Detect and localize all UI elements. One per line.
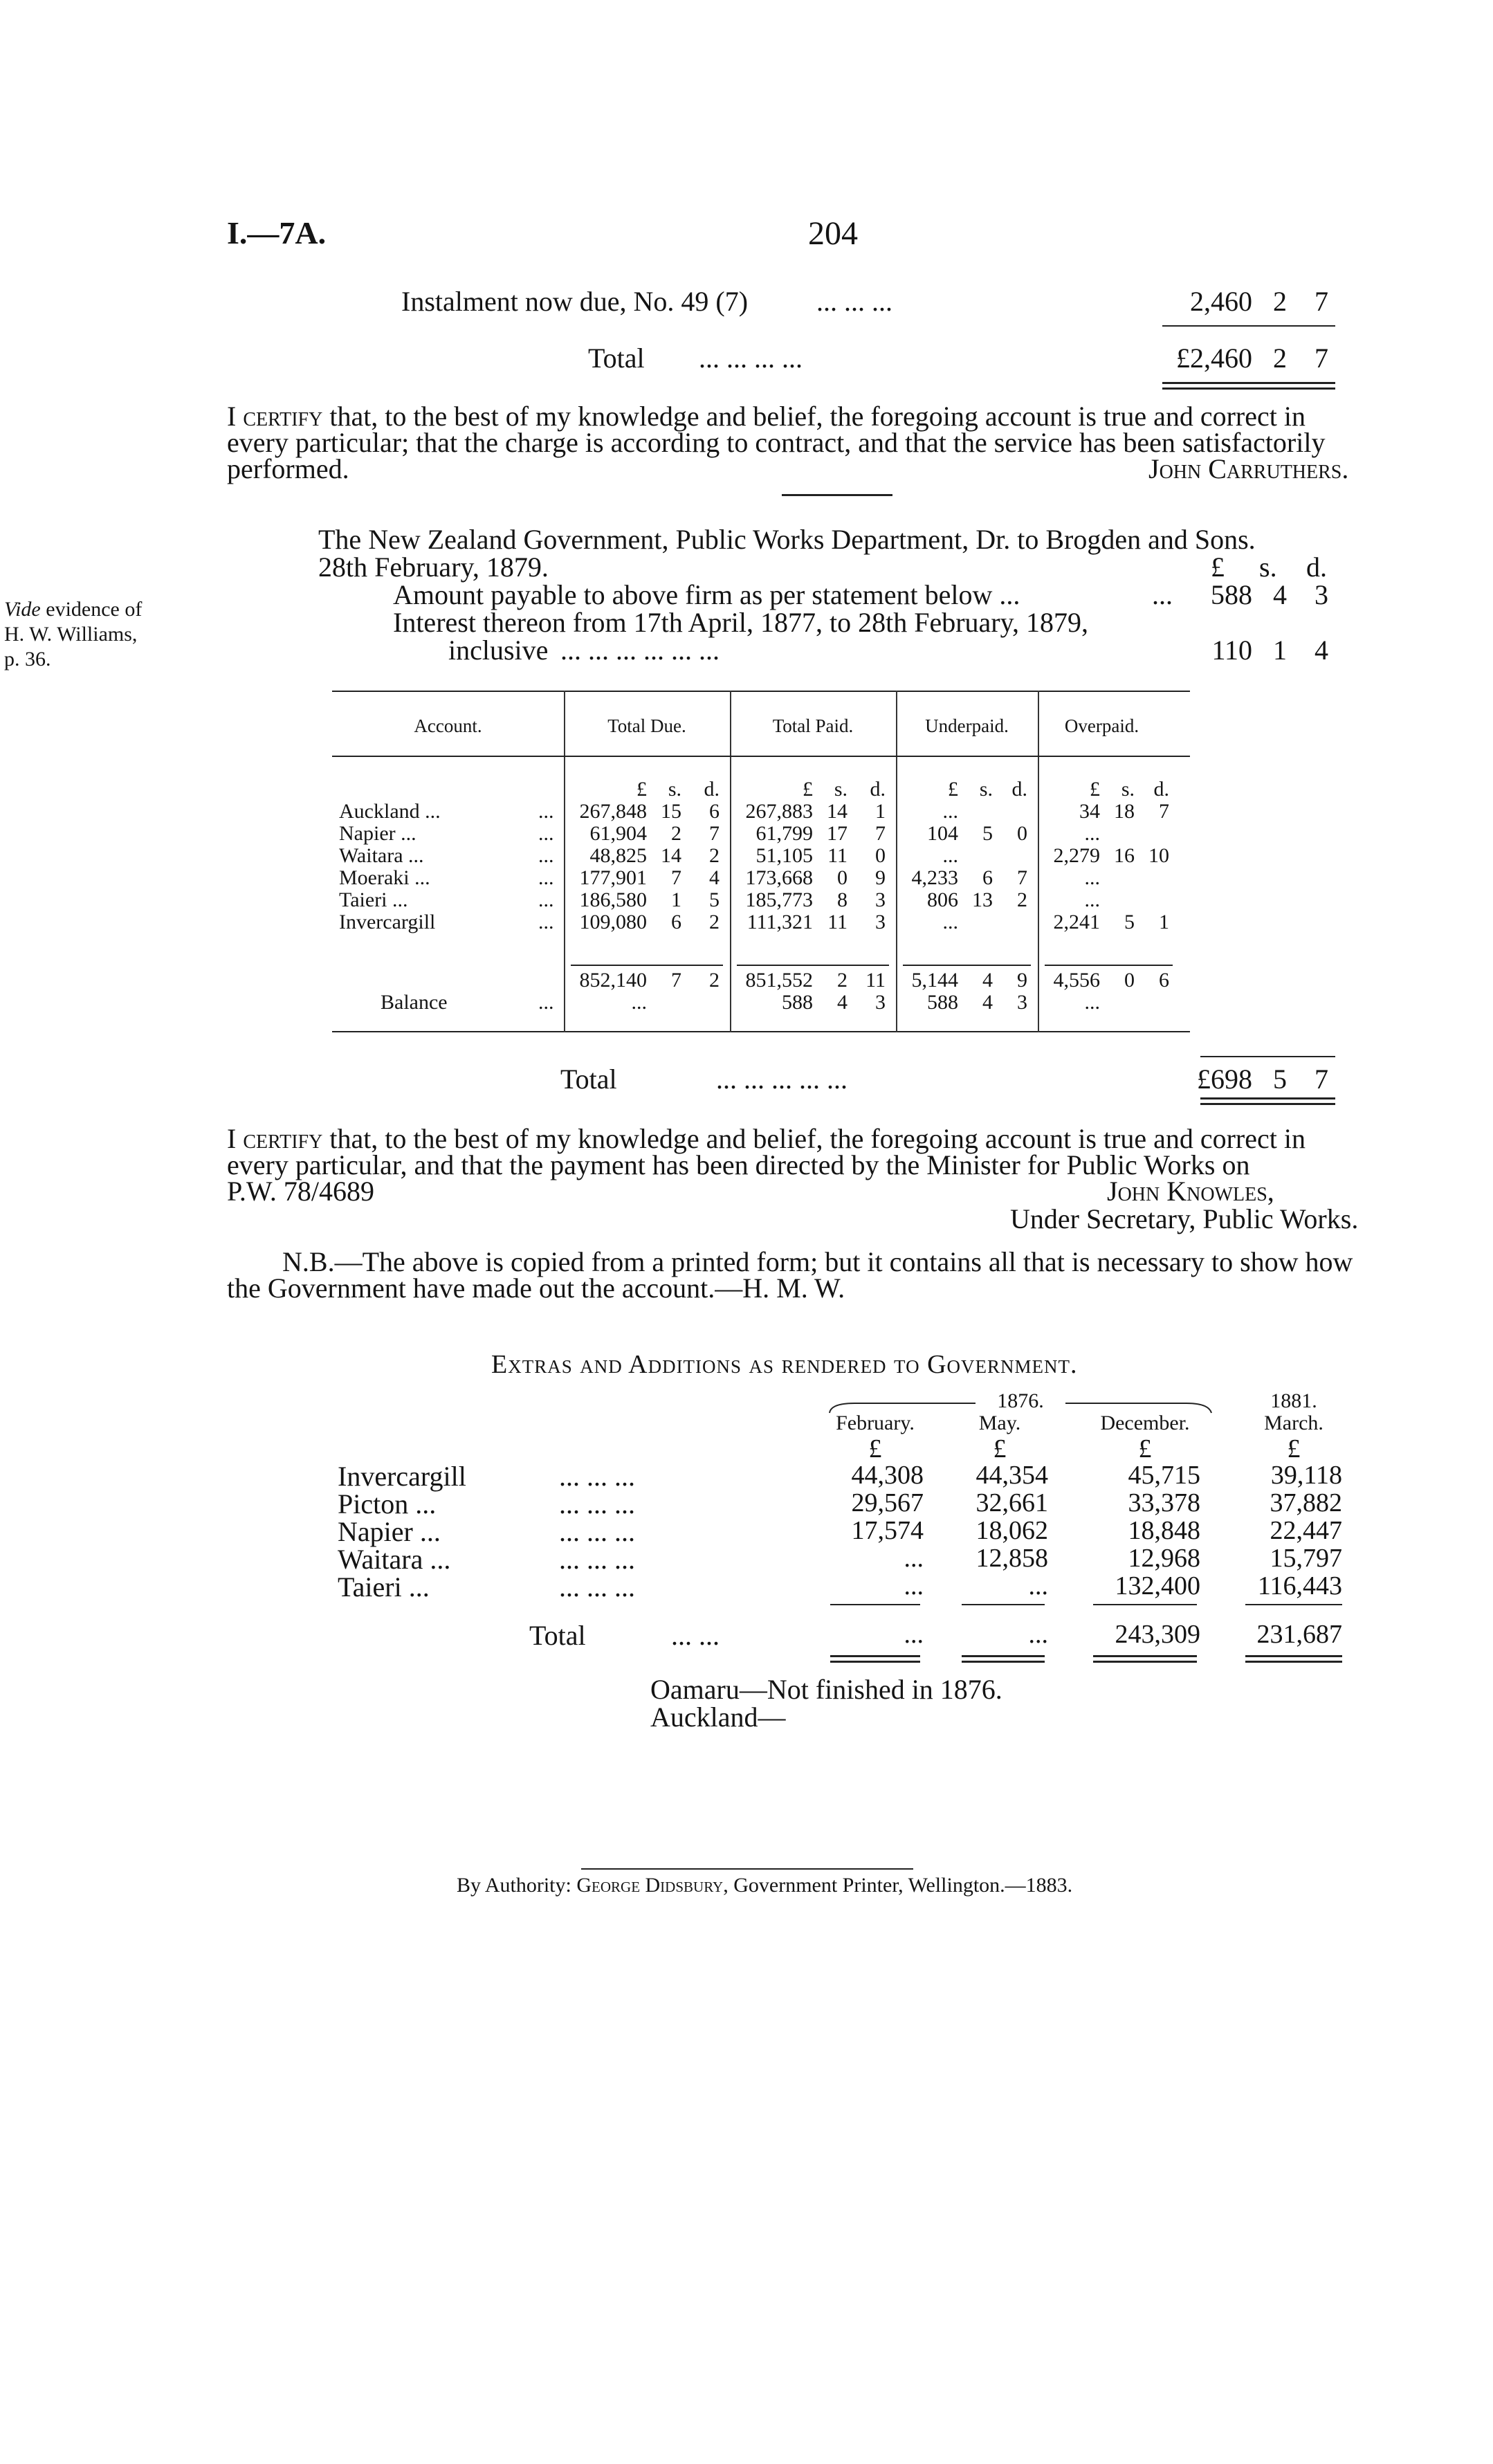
table-row-paid-l: 111,321 xyxy=(746,911,813,933)
extras-row-value: 132,400 xyxy=(1115,1571,1200,1600)
total2-shillings: 5 xyxy=(1273,1064,1287,1095)
instalment-total-dots: ... ... ... ... xyxy=(699,343,803,374)
table-row-under-l: 104 xyxy=(927,822,958,845)
table-row-name: Auckland ... xyxy=(339,800,441,823)
over-cur-l: £ xyxy=(1090,778,1100,801)
cert2-line3: P.W. 78/4689 xyxy=(227,1176,375,1207)
extras-row-value: 116,443 xyxy=(1257,1571,1342,1600)
table-row-paid-s: 11 xyxy=(827,844,848,867)
extras-col-march: March. xyxy=(1264,1412,1323,1434)
table-divider-1 xyxy=(564,691,565,1032)
extras-total-february: ... xyxy=(904,1620,924,1649)
sum-under-d: 9 xyxy=(1017,969,1027,992)
extras-rule-december xyxy=(1093,1604,1197,1605)
extras-total-may: ... xyxy=(1028,1620,1048,1649)
instalment-shillings: 2 xyxy=(1273,286,1287,317)
table-row-paid-s: 0 xyxy=(837,866,848,889)
account-line3: inclusive xyxy=(448,635,549,666)
account-line1-pounds: 588 xyxy=(1211,579,1252,610)
total2-top-rule xyxy=(1200,1056,1335,1057)
sum-paid-d: 11 xyxy=(865,969,886,992)
table-row-under-s: 6 xyxy=(982,866,993,889)
table-row-dots: ... xyxy=(538,888,554,911)
instalment-total-pence: 7 xyxy=(1315,343,1328,374)
table-row-under-l: ... xyxy=(942,800,958,823)
table-row-dots: ... xyxy=(538,800,554,823)
extras-row-value: 33,378 xyxy=(1128,1488,1200,1517)
extras-row-name: Picton ... xyxy=(338,1488,437,1520)
table-row-over-l: ... xyxy=(1084,822,1100,845)
account-line1-shillings: 4 xyxy=(1273,579,1287,610)
footer-rule xyxy=(581,1868,913,1870)
due-cur-l: £ xyxy=(636,778,647,801)
table-row-dots: ... xyxy=(538,844,554,867)
table-row-due-s: 1 xyxy=(671,888,681,911)
table-row-over-l: ... xyxy=(1084,888,1100,911)
table-row-due-s: 6 xyxy=(671,911,681,933)
nb-line1: N.B.—The above is copied from a printed form; but it contains all that is necessary to show how xyxy=(282,1246,1353,1277)
extras-row-value: 45,715 xyxy=(1128,1461,1200,1490)
table-row-under-d: 0 xyxy=(1017,822,1027,845)
table-row-under-l: 4,233 xyxy=(911,866,958,889)
cert2-lead: I certify xyxy=(227,1123,323,1154)
table-header-account: Account. xyxy=(414,715,482,736)
extras-row-value: ... xyxy=(904,1544,924,1573)
extras-row-dots: ... ... ... xyxy=(559,1488,635,1520)
account-line1: Amount payable to above firm as per statement below ... xyxy=(393,579,1020,610)
extras-col-february: February. xyxy=(836,1412,915,1434)
sum-over-d: 6 xyxy=(1159,969,1169,992)
table-row-over-s: 18 xyxy=(1114,800,1135,823)
extras-row-value: 37,882 xyxy=(1270,1488,1342,1517)
over-cur-d: d. xyxy=(1153,778,1169,801)
extras-double-february-2 xyxy=(830,1661,920,1663)
table-row-dots: ... xyxy=(538,866,554,889)
extras-double-may-1 xyxy=(962,1655,1045,1657)
balance-under-s: 4 xyxy=(982,991,993,1014)
total2-double-rule-2 xyxy=(1200,1103,1335,1105)
table-row-over-d: 10 xyxy=(1148,844,1169,867)
cert2-line2: every particular, and that the payment has been directed by the Minister for Public Works on xyxy=(227,1149,1250,1180)
instalment-label: Instalment now due, No. 49 (7) xyxy=(401,286,749,317)
margin-note-text1: evidence of xyxy=(40,598,143,621)
extras-row-name: Waitara ... xyxy=(338,1544,451,1575)
due-cur-s: s. xyxy=(668,778,681,801)
sum-due-d: 2 xyxy=(709,969,720,992)
total2-pence: 7 xyxy=(1315,1064,1328,1095)
extras-total-dots: ... ... xyxy=(671,1620,720,1651)
extras-cur-december: £ xyxy=(1138,1434,1152,1463)
cert1-signature: John Carruthers. xyxy=(1148,453,1349,484)
extras-row-name: Invercargill xyxy=(338,1461,466,1492)
extras-row-dots: ... ... ... xyxy=(559,1544,635,1575)
table-row-under-l: ... xyxy=(942,844,958,867)
table-row-dots: ... xyxy=(538,911,554,933)
table-row-over-d: 7 xyxy=(1159,800,1169,823)
sum-paid-s: 2 xyxy=(837,969,848,992)
table-row-paid-l: 185,773 xyxy=(745,888,813,911)
table-row-paid-l: 61,799 xyxy=(755,822,813,845)
table-row-paid-d: 9 xyxy=(875,866,886,889)
sum-under-l: 5,144 xyxy=(911,969,958,992)
margin-note-line3: p. 36. xyxy=(4,648,51,670)
table-row-under-s: 5 xyxy=(982,822,993,845)
extras-col-may: May. xyxy=(978,1412,1021,1434)
table-divider-4 xyxy=(1038,691,1039,1032)
table-row-over-s: 16 xyxy=(1114,844,1135,867)
table-row-due-s: 2 xyxy=(671,822,681,845)
instalment-total-shillings: 2 xyxy=(1273,343,1287,374)
table-header-overpaid: Overpaid. xyxy=(1064,715,1139,736)
extras-rule-february xyxy=(830,1604,920,1605)
table-row-over-l: 2,241 xyxy=(1053,911,1100,933)
sum-rule-due xyxy=(571,965,723,966)
sum-rule-paid xyxy=(737,965,889,966)
extras-row-value: 18,062 xyxy=(976,1516,1048,1545)
cert2-text1: that, to the best of my knowledge and belief, the foregoing account is true and correct in xyxy=(322,1123,1306,1154)
account-line2: Interest thereon from 17th April, 1877, to 28th February, 1879, xyxy=(393,607,1088,638)
table-row-over-d: 1 xyxy=(1159,911,1169,933)
table-row-under-d: 2 xyxy=(1017,888,1027,911)
cert1-line2: every particular; that the charge is according to contract, and that the service has been satisfactorily xyxy=(227,427,1326,458)
extras-row-value: 12,858 xyxy=(976,1544,1048,1573)
table-row-due-l: 267,848 xyxy=(579,800,647,823)
paid-cur-d: d. xyxy=(870,778,886,801)
table-row-due-d: 2 xyxy=(709,911,720,933)
table-row-name: Waitara ... xyxy=(339,844,424,867)
instalment-total-label: Total xyxy=(588,343,645,374)
page-number: 204 xyxy=(808,215,858,252)
table-row-paid-l: 51,105 xyxy=(755,844,813,867)
extras-row-value: 44,308 xyxy=(851,1461,924,1490)
extras-row-dots: ... ... ... xyxy=(559,1461,635,1492)
margin-note-line1 xyxy=(4,598,142,621)
table-header-total-due: Total Due. xyxy=(607,715,686,736)
extras-total-march: 231,687 xyxy=(1256,1620,1342,1649)
section-divider-1 xyxy=(782,494,892,496)
table-row-paid-d: 1 xyxy=(875,800,886,823)
balance-paid-s: 4 xyxy=(837,991,848,1014)
table-row-due-l: 177,901 xyxy=(579,866,647,889)
table-row-paid-d: 3 xyxy=(875,888,886,911)
extras-row-value: 15,797 xyxy=(1270,1544,1342,1573)
extras-rule-may xyxy=(962,1604,1045,1605)
under-cur-l: £ xyxy=(948,778,958,801)
table-top-rule xyxy=(332,691,1190,692)
sum-due-s: 7 xyxy=(671,969,681,992)
footer-rest: , Government Printer, Wellington.—1883. xyxy=(723,1874,1073,1897)
footer-imprint xyxy=(457,1874,1072,1897)
sum-over-l: 4,556 xyxy=(1053,969,1100,992)
table-row-dots: ... xyxy=(538,822,554,845)
cert1-line3: performed. xyxy=(227,453,349,484)
sum-paid-l: 851,552 xyxy=(745,969,813,992)
table-row-under-s: 13 xyxy=(972,888,993,911)
extras-double-december-2 xyxy=(1093,1661,1197,1663)
balance-dots: ... xyxy=(538,991,554,1014)
account-line1-pence: 3 xyxy=(1315,579,1328,610)
table-row-over-l: 2,279 xyxy=(1053,844,1100,867)
balance-over-l: ... xyxy=(1084,991,1100,1014)
extras-row-value: 22,447 xyxy=(1270,1516,1342,1545)
account-line3-shillings: 1 xyxy=(1273,635,1287,666)
extras-double-december-1 xyxy=(1093,1655,1197,1657)
extras-row-dots: ... ... ... xyxy=(559,1516,635,1547)
table-row-due-s: 15 xyxy=(661,800,681,823)
balance-paid-l: 588 xyxy=(782,991,813,1014)
due-cur-d: d. xyxy=(704,778,720,801)
table-row-paid-d: 0 xyxy=(875,844,886,867)
table-divider-3 xyxy=(896,691,897,1032)
balance-under-d: 3 xyxy=(1017,991,1027,1014)
table-divider-2 xyxy=(730,691,731,1032)
table-row-due-s: 14 xyxy=(661,844,681,867)
account-line3-pence: 4 xyxy=(1315,635,1328,666)
extras-row-value: 17,574 xyxy=(851,1516,924,1545)
extras-double-may-2 xyxy=(962,1661,1045,1663)
extras-row-value: ... xyxy=(1028,1571,1048,1600)
currency-pence-sign: d. xyxy=(1306,551,1327,583)
table-row-over-l: 34 xyxy=(1079,800,1100,823)
extras-cur-march: £ xyxy=(1287,1434,1301,1463)
table-row-under-l: ... xyxy=(942,911,958,933)
table-row-due-l: 61,904 xyxy=(589,822,647,845)
table-row-due-d: 6 xyxy=(709,800,720,823)
extras-row-dots: ... ... ... xyxy=(559,1571,635,1603)
footer-printer: George Didsbury xyxy=(576,1874,724,1897)
sum-rule-under xyxy=(903,965,1031,966)
balance-name: Balance xyxy=(381,991,448,1014)
extras-total-label: Total xyxy=(529,1620,586,1651)
table-row-paid-s: 11 xyxy=(827,911,848,933)
extras-rule-march xyxy=(1245,1604,1342,1605)
table-row-name: Taieri ... xyxy=(339,888,408,911)
table-row-due-s: 7 xyxy=(671,866,681,889)
paid-cur-s: s. xyxy=(834,778,848,801)
extras-cur-may: £ xyxy=(993,1434,1007,1463)
currency-shillings-sign: s. xyxy=(1259,551,1277,583)
table-header-total-paid: Total Paid. xyxy=(772,715,854,736)
extras-row-name: Taieri ... xyxy=(338,1571,430,1603)
extras-row-value: 18,848 xyxy=(1128,1516,1200,1545)
extras-row-name: Napier ... xyxy=(338,1516,441,1547)
table-bottom-rule xyxy=(332,1031,1190,1032)
cert2-signature: John Knowles, xyxy=(1107,1176,1274,1207)
instalment-double-rule-2 xyxy=(1162,387,1335,390)
table-row-due-d: 2 xyxy=(709,844,720,867)
margin-note-vide: Vide xyxy=(4,598,41,621)
total2-label: Total xyxy=(560,1064,617,1095)
table-row-name: Napier ... xyxy=(339,822,416,845)
balance-paid-d: 3 xyxy=(875,991,886,1014)
instalment-rule xyxy=(1162,325,1335,327)
table-row-over-s: 5 xyxy=(1124,911,1135,933)
sum-under-s: 4 xyxy=(982,969,993,992)
extras-row-value: 12,968 xyxy=(1128,1544,1200,1573)
table-row-paid-s: 8 xyxy=(837,888,848,911)
extras-row-value: ... xyxy=(904,1571,924,1600)
extras-double-march-1 xyxy=(1245,1655,1342,1657)
balance-due-l: ... xyxy=(631,991,647,1014)
table-header-underpaid: Underpaid. xyxy=(925,715,1009,736)
instalment-total-pounds: £2,460 xyxy=(1176,343,1252,374)
instalment-double-rule-1 xyxy=(1162,382,1335,384)
table-row-due-l: 48,825 xyxy=(589,844,647,867)
table-row-under-l: 806 xyxy=(927,888,958,911)
paid-cur-l: £ xyxy=(803,778,813,801)
extras-row-value: 29,567 xyxy=(851,1488,924,1517)
sum-over-s: 0 xyxy=(1124,969,1135,992)
extras-double-march-2 xyxy=(1245,1661,1342,1663)
sum-due-l: 852,140 xyxy=(579,969,647,992)
account-line1-dots: ... xyxy=(1152,579,1173,610)
account-line3-dots: ... ... ... ... ... ... xyxy=(560,635,720,666)
table-row-due-d: 5 xyxy=(709,888,720,911)
running-header: I.—7A. xyxy=(227,215,327,250)
total2-dots: ... ... ... ... ... xyxy=(716,1064,848,1095)
extras-row-value: 39,118 xyxy=(1270,1461,1342,1490)
table-row-name: Invercargill xyxy=(339,911,436,933)
currency-pounds-sign: £ xyxy=(1211,551,1225,583)
extras-col-december: December. xyxy=(1100,1412,1190,1434)
table-row-paid-l: 267,883 xyxy=(745,800,813,823)
account-date: 28th February, 1879. xyxy=(318,551,549,583)
cert2-title: Under Secretary, Public Works. xyxy=(1010,1203,1359,1234)
table-row-due-l: 186,580 xyxy=(579,888,647,911)
table-row-paid-s: 17 xyxy=(827,822,848,845)
table-row-paid-l: 173,668 xyxy=(745,866,813,889)
extras-double-february-1 xyxy=(830,1655,920,1657)
table-row-due-l: 109,080 xyxy=(579,911,647,933)
table-row-paid-s: 14 xyxy=(827,800,848,823)
total2-double-rule-1 xyxy=(1200,1097,1335,1099)
margin-note-line2: H. W. Williams, xyxy=(4,623,138,646)
table-row-paid-d: 3 xyxy=(875,911,886,933)
table-header-rule xyxy=(332,756,1190,757)
extras-row-value: 44,354 xyxy=(976,1461,1048,1490)
year-1881: 1881. xyxy=(1270,1389,1317,1412)
extras-row-value: 32,661 xyxy=(976,1488,1048,1517)
year-1876: 1876. xyxy=(976,1389,1065,1413)
cert1-lead: I certify xyxy=(227,401,323,432)
table-row-due-d: 7 xyxy=(709,822,720,845)
instalment-pence: 7 xyxy=(1315,286,1328,317)
nb-line2: the Government have made out the account.—H. M. W. xyxy=(227,1272,845,1304)
account-heading: The New Zealand Government, Public Works Department, Dr. to Brogden and Sons. xyxy=(318,524,1256,555)
extras-title: Extras and Additions as rendered to Government. xyxy=(491,1350,1078,1379)
extras-note-auckland: Auckland— xyxy=(650,1701,786,1733)
sum-rule-over xyxy=(1045,965,1173,966)
footer-lead: By Authority: xyxy=(457,1874,577,1897)
extras-note-oamaru: Oamaru—Not finished in 1876. xyxy=(650,1674,1002,1705)
balance-under-l: 588 xyxy=(927,991,958,1014)
table-row-under-d: 7 xyxy=(1017,866,1027,889)
cert1-text1: that, to the best of my knowledge and belief, the foregoing account is true and correct in xyxy=(322,401,1306,432)
extras-cur-february: £ xyxy=(868,1434,882,1463)
table-row-due-d: 4 xyxy=(709,866,720,889)
account-line3-pounds: 110 xyxy=(1211,635,1252,666)
instalment-dots: ... ... ... xyxy=(816,286,892,317)
table-row-name: Moeraki ... xyxy=(339,866,430,889)
table-row-paid-d: 7 xyxy=(875,822,886,845)
extras-total-december: 243,309 xyxy=(1115,1620,1200,1649)
total2-pounds: £698 xyxy=(1197,1064,1252,1095)
over-cur-s: s. xyxy=(1121,778,1135,801)
under-cur-s: s. xyxy=(979,778,993,801)
under-cur-d: d. xyxy=(1011,778,1027,801)
instalment-pounds: 2,460 xyxy=(1190,286,1252,317)
table-row-over-l: ... xyxy=(1084,866,1100,889)
